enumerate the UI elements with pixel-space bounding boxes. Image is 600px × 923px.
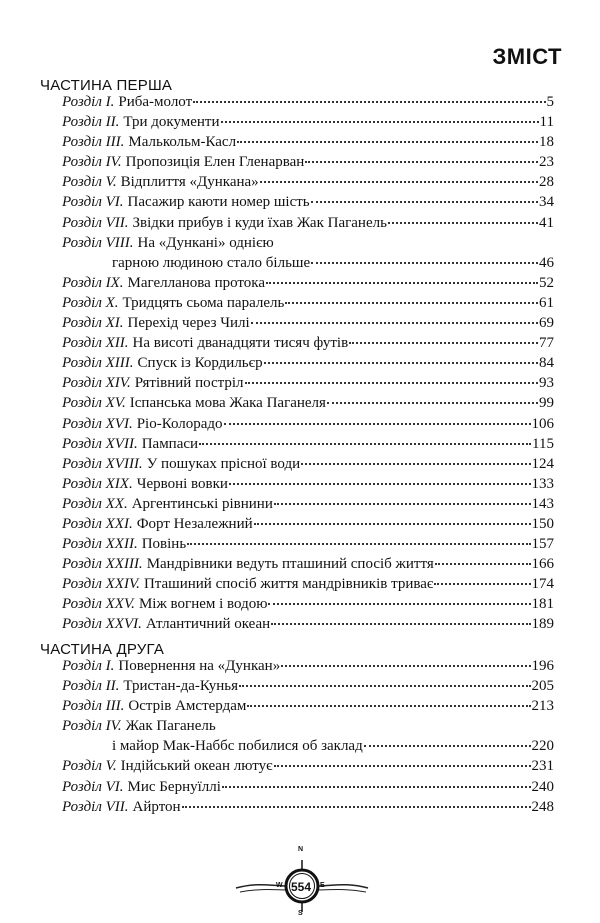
toc-entry <box>62 152 554 172</box>
dot-leader <box>182 806 531 808</box>
chapter-title: Звідки прибув і куди їхав Жак Паганель <box>132 214 387 231</box>
chapter-page: 248 <box>531 798 554 815</box>
chapter-title: Три документи <box>123 114 220 131</box>
chapter-label: Розділ III. <box>62 134 125 151</box>
dot-leader <box>285 302 538 304</box>
chapter-title: Тридцять сьома паралель <box>122 294 285 311</box>
toc-entry <box>62 192 554 212</box>
toc-entry <box>62 313 554 333</box>
chapter-page: 93 <box>539 375 554 392</box>
page-footer <box>0 828 600 918</box>
chapter-label: Розділ XXIV. <box>62 576 140 593</box>
dot-leader <box>364 745 531 747</box>
chapter-title: Відплиття «Дункана» <box>120 174 259 191</box>
chapter-label: Розділ XXII. <box>62 536 138 553</box>
part-heading: ЧАСТИНА ДРУГА <box>40 641 165 658</box>
chapter-label: Розділ IV. <box>62 718 122 735</box>
chapter-title: Пропозиція Елен Гленарван <box>125 154 305 171</box>
dot-leader <box>239 685 531 687</box>
chapter-page: 28 <box>539 174 554 191</box>
chapter-label: Розділ XXIII. <box>62 556 143 573</box>
chapter-title: Пасажир каюти номер шість <box>127 194 310 211</box>
chapter-title: На висоті дванадцяти тисяч футів <box>132 335 349 352</box>
chapter-title: Айртон <box>132 798 181 815</box>
chapter-page: 77 <box>539 335 554 352</box>
toc-entry <box>62 716 554 736</box>
dot-leader <box>221 121 539 123</box>
chapter-page: 157 <box>531 536 554 553</box>
page-number: 554 <box>290 880 312 894</box>
toc-entry <box>62 213 554 233</box>
dot-leader <box>222 786 531 788</box>
chapter-label: Розділ III. <box>62 698 125 715</box>
dot-leader <box>245 382 538 384</box>
dot-leader <box>254 523 531 525</box>
dot-leader <box>266 282 538 284</box>
chapter-title: Малькольм-Касл <box>128 134 237 151</box>
chapter-title: Червоні вовки <box>136 475 228 492</box>
toc-entry <box>62 594 554 614</box>
chapter-label: Розділ VII. <box>62 214 129 231</box>
chapter-label: Розділ X. <box>62 294 119 311</box>
chapter-title: Мандрівники ведуть пташиний спосіб життя <box>146 556 434 573</box>
chapter-title: У пошуках прісної води <box>146 455 301 472</box>
toc-entry <box>62 676 554 696</box>
chapter-label: Розділ XVIII. <box>62 455 143 472</box>
dot-leader <box>435 563 531 565</box>
chapter-label: Розділ XII. <box>62 335 129 352</box>
toc-entry-continuation <box>62 736 554 756</box>
chapter-title: Індійський океан лютує <box>120 758 273 775</box>
chapter-title-continuation: і майор Мак-Наббс побилися об заклад <box>112 738 363 755</box>
chapter-title-continuation: гарною людиною стало більше <box>112 254 311 271</box>
toc-entry <box>62 233 554 253</box>
chapter-title: Перехід через Чилі <box>127 315 250 332</box>
chapter-label: Розділ IV. <box>62 154 122 171</box>
compass-e-label: E <box>320 882 325 889</box>
chapter-page: 18 <box>539 134 554 151</box>
chapter-title: Тристан-да-Кунья <box>123 678 238 695</box>
chapter-label: Розділ VI. <box>62 194 124 211</box>
chapter-title: Магелланова протока <box>127 274 265 291</box>
compass-w-label: W <box>276 882 283 889</box>
toc-entry <box>62 656 554 676</box>
chapter-page: 23 <box>539 154 554 171</box>
dot-leader <box>193 101 545 103</box>
chapter-label: Розділ IX. <box>62 274 124 291</box>
toc-list <box>62 92 554 635</box>
chapter-title: Спуск із Кордильєр <box>137 355 263 372</box>
dot-leader <box>349 342 538 344</box>
chapter-page: 189 <box>531 616 554 633</box>
chapter-page: 99 <box>539 395 554 412</box>
dot-leader <box>311 262 538 264</box>
dot-leader <box>271 623 530 625</box>
chapter-title: Повінь <box>141 536 187 553</box>
toc-list <box>62 656 554 817</box>
compass-s-label: S <box>298 910 303 917</box>
chapter-title: Риба-молот <box>118 94 193 110</box>
chapter-page: 5 <box>546 94 554 110</box>
chapter-page: 41 <box>539 214 554 231</box>
dot-leader <box>274 503 531 505</box>
dot-leader <box>199 443 531 445</box>
dot-leader <box>247 705 530 707</box>
chapter-label: Розділ XV. <box>62 395 126 412</box>
toc-entry <box>62 554 554 574</box>
chapter-title: Рятівний постріл <box>134 375 244 392</box>
dot-leader <box>251 322 538 324</box>
dot-leader <box>187 543 530 545</box>
chapter-page: 220 <box>531 738 554 755</box>
chapter-label: Розділ XX. <box>62 495 128 512</box>
chapter-page: 69 <box>539 315 554 332</box>
toc-entry <box>62 373 554 393</box>
toc-entry <box>62 454 554 474</box>
chapter-label: Розділ XXI. <box>62 515 133 532</box>
toc-entry <box>62 474 554 494</box>
toc-entry <box>62 273 554 293</box>
chapter-page: 52 <box>539 274 554 291</box>
chapter-title: Жак Паганель <box>125 718 216 735</box>
chapter-label: Розділ V. <box>62 174 117 191</box>
dot-leader <box>327 402 538 404</box>
chapter-label: Розділ I. <box>62 658 115 674</box>
toc-entry <box>62 414 554 434</box>
chapter-title: Ріо-Колорадо <box>136 415 223 432</box>
chapter-label: Розділ XXV. <box>62 596 135 613</box>
chapter-title: Форт Незалежний <box>136 515 253 532</box>
toc-entry <box>62 614 554 634</box>
chapter-label: Розділ II. <box>62 114 120 131</box>
toc-entry <box>62 353 554 373</box>
chapter-label: Розділ VII. <box>62 798 129 815</box>
chapter-page: 115 <box>532 435 554 452</box>
toc-entry <box>62 696 554 716</box>
dot-leader <box>305 161 538 163</box>
chapter-page: 106 <box>531 415 554 432</box>
chapter-page: 181 <box>531 596 554 613</box>
chapter-page: 174 <box>531 576 554 593</box>
chapter-page: 196 <box>531 658 554 674</box>
chapter-page: 143 <box>531 495 554 512</box>
dot-leader <box>229 483 531 485</box>
chapter-title: На «Дункані» однією <box>137 234 274 251</box>
chapter-label: Розділ I. <box>62 94 115 110</box>
chapter-page: 166 <box>531 556 554 573</box>
toc-entry <box>62 494 554 514</box>
dot-leader <box>260 181 538 183</box>
chapter-title: Атлантичний океан <box>145 616 271 633</box>
dot-leader <box>301 463 530 465</box>
toc-entry <box>62 756 554 776</box>
chapter-page: 205 <box>531 678 554 695</box>
chapter-title: Пташиний спосіб життя мандрівників триває <box>143 576 434 593</box>
dot-leader <box>434 583 530 585</box>
toc-entry <box>62 777 554 797</box>
chapter-title: Між вогнем і водою <box>138 596 268 613</box>
chapter-label: Розділ VIII. <box>62 234 134 251</box>
chapter-label: Розділ XI. <box>62 315 124 332</box>
chapter-label: Розділ XIII. <box>62 355 134 372</box>
dot-leader <box>237 141 538 143</box>
dot-leader <box>268 603 530 605</box>
chapter-page: 213 <box>531 698 554 715</box>
toc-entry <box>62 293 554 313</box>
toc-entry <box>62 574 554 594</box>
chapter-label: Розділ XIV. <box>62 375 131 392</box>
dot-leader <box>264 362 538 364</box>
chapter-page: 84 <box>539 355 554 372</box>
chapter-label: Розділ VI. <box>62 778 124 795</box>
toc-entry <box>62 333 554 353</box>
toc-entry-continuation <box>62 253 554 273</box>
chapter-title: Мис Бернуїллі <box>127 778 221 795</box>
chapter-page: 11 <box>539 114 554 131</box>
chapter-label: Розділ XVII. <box>62 435 138 452</box>
chapter-page: 34 <box>539 194 554 211</box>
chapter-page: 231 <box>531 758 554 775</box>
chapter-label: Розділ XVI. <box>62 415 133 432</box>
chapter-title: Аргентинські рівнини <box>131 495 273 512</box>
part-heading: ЧАСТИНА ПЕРША <box>40 77 173 94</box>
dot-leader <box>311 201 538 203</box>
chapter-page: 124 <box>531 455 554 472</box>
compass-ornament-icon <box>0 828 600 918</box>
chapter-page: 133 <box>531 475 554 492</box>
page-title: ЗМІСТ <box>492 44 562 69</box>
toc-entry <box>62 172 554 192</box>
toc-entry <box>62 92 554 112</box>
chapter-label: Розділ XXVI. <box>62 616 142 633</box>
dot-leader <box>274 765 531 767</box>
chapter-title: Повернення на «Дункан» <box>118 658 281 674</box>
toc-entry <box>62 434 554 454</box>
chapter-page: 46 <box>539 254 554 271</box>
toc-entry <box>62 534 554 554</box>
chapter-title: Іспанська мова Жака Паганеля <box>129 395 326 412</box>
dot-leader <box>224 423 531 425</box>
chapter-label: Розділ XIX. <box>62 475 133 492</box>
chapter-label: Розділ II. <box>62 678 120 695</box>
chapter-page: 150 <box>531 515 554 532</box>
chapter-page: 61 <box>539 294 554 311</box>
compass-n-label: N <box>298 846 304 853</box>
dot-leader <box>388 222 538 224</box>
toc-entry <box>62 132 554 152</box>
toc-entry <box>62 514 554 534</box>
chapter-page: 240 <box>531 778 554 795</box>
chapter-title: Пампаси <box>141 435 199 452</box>
toc-entry <box>62 393 554 413</box>
toc-entry <box>62 112 554 132</box>
toc-entry <box>62 797 554 817</box>
chapter-title: Острів Амстердам <box>128 698 247 715</box>
chapter-label: Розділ V. <box>62 758 117 775</box>
dot-leader <box>281 665 530 667</box>
